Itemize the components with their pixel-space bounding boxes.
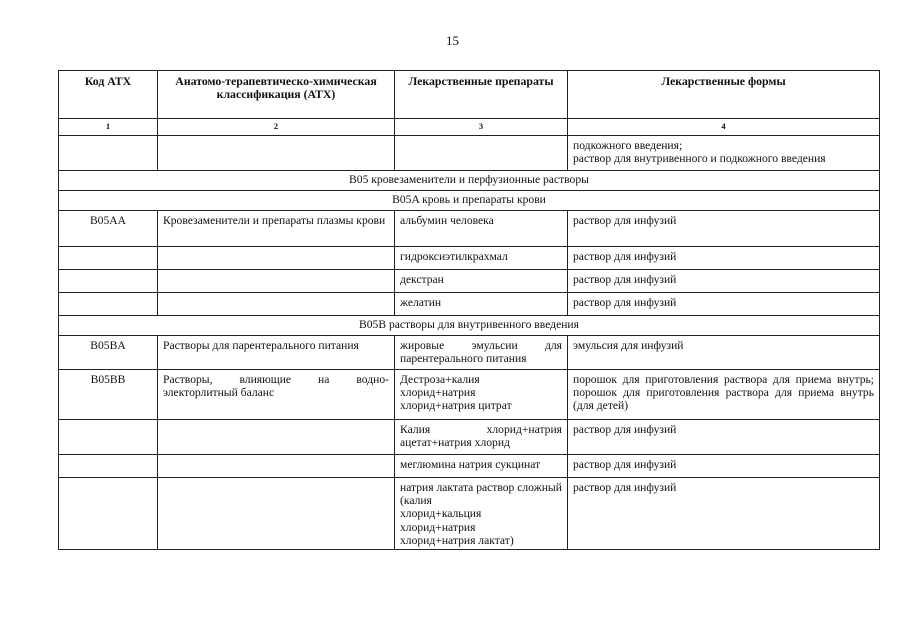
dosage-form-cell: раствор для инфузий (568, 455, 880, 478)
drug-cell (395, 136, 568, 171)
table-row (59, 270, 880, 293)
dosage-form-cell: раствор для инфузий (568, 478, 880, 550)
dosage-form-cell: эмульсия для инфузий (568, 336, 880, 370)
classification-cell: Растворы для парентерального питания (158, 336, 395, 370)
dosage-form-line: подкожного введения; (573, 139, 683, 152)
dosage-form-cell: порошок для приготовления раствора для приема внутрь; порошок для приготовления раствора для приема внутрь (для детей) (568, 370, 880, 420)
table-row (59, 247, 880, 270)
header-dosage-forms: Лекарственные формы (568, 71, 880, 119)
dosage-form-cell: раствор для инфузий (568, 211, 880, 247)
dosage-form-line: раствор для внутривенного и подкожного введения (573, 152, 826, 166)
atc-code-cell (59, 136, 158, 171)
classification-cell: Растворы, влияющие на водно-электорлитный баланс (158, 370, 395, 420)
dosage-form-cell: раствор для инфузий (568, 293, 880, 316)
dosage-form-cell: раствор для инфузий (568, 247, 880, 270)
table-row (59, 420, 880, 455)
section-row (59, 191, 880, 211)
atc-code-cell (59, 420, 158, 455)
classification-cell (158, 293, 395, 316)
header-atc-classification: Анатомо-терапевтическо-химическая классификация (АТХ) (158, 71, 395, 119)
header-drugs: Лекарственные препараты (395, 71, 568, 119)
drug-line: хлорид+натрия цитрат (400, 399, 512, 413)
atc-code-cell (59, 293, 158, 316)
section-row (59, 171, 880, 191)
drug-line: натрия лактата раствор сложный (калия (400, 481, 562, 508)
table-row (59, 478, 880, 550)
column-number: 2 (158, 119, 395, 136)
dosage-form-cell: раствор для инфузий (568, 270, 880, 293)
classification-cell (158, 136, 395, 171)
classification-cell (158, 270, 395, 293)
drug-cell: жировые эмульсии для парентерального питания (395, 336, 568, 370)
atc-table (58, 70, 880, 550)
table-header-row (59, 71, 880, 119)
classification-cell: Кровезаменители и препараты плазмы крови (158, 211, 395, 247)
drug-line: хлорид+натрия (400, 386, 476, 400)
section-title: B05 кровезаменители и перфузионные растворы (59, 171, 880, 191)
atc-code-cell (59, 247, 158, 270)
atc-code-cell (59, 478, 158, 550)
classification-cell (158, 478, 395, 550)
drug-cell: меглюмина натрия сукцинат (395, 455, 568, 478)
section-title: B05B растворы для внутривенного введения (59, 316, 880, 336)
column-number-row (59, 119, 880, 136)
column-number: 3 (395, 119, 568, 136)
atc-code-cell (59, 455, 158, 478)
drug-line: Дестроза+калия (400, 373, 480, 386)
dosage-form-cell (568, 136, 880, 171)
classification-cell (158, 247, 395, 270)
drug-line: хлорид+кальция (400, 507, 482, 521)
atc-code-cell (59, 270, 158, 293)
drug-cell (395, 478, 568, 550)
atc-code-cell: B05BA (59, 336, 158, 370)
classification-cell (158, 455, 395, 478)
table-row (59, 293, 880, 316)
drug-cell: желатин (395, 293, 568, 316)
header-atc-code: Код АТХ (59, 71, 158, 119)
table-row (59, 211, 880, 247)
drug-cell (395, 370, 568, 420)
atc-code-cell: B05BB (59, 370, 158, 420)
column-number: 1 (59, 119, 158, 136)
table-row (59, 136, 880, 171)
classification-cell (158, 420, 395, 455)
table-row (59, 370, 880, 420)
section-row (59, 316, 880, 336)
drug-line: хлорид+натрия (400, 520, 476, 534)
drug-line: хлорид+натрия лактат) (400, 533, 514, 547)
drug-cell: альбумин человека (395, 211, 568, 247)
section-title: B05A кровь и препараты крови (59, 191, 880, 211)
page-number: 15 (446, 33, 459, 48)
column-number: 4 (568, 119, 880, 136)
table-row (59, 336, 880, 370)
table-row (59, 455, 880, 478)
drug-cell: гидроксиэтилкрахмал (395, 247, 568, 270)
drug-cell: декстран (395, 270, 568, 293)
atc-code-cell: B05AA (59, 211, 158, 247)
dosage-form-cell: раствор для инфузий (568, 420, 880, 455)
drug-cell: Калия хлорид+натрия ацетат+натрия хлорид (395, 420, 568, 455)
